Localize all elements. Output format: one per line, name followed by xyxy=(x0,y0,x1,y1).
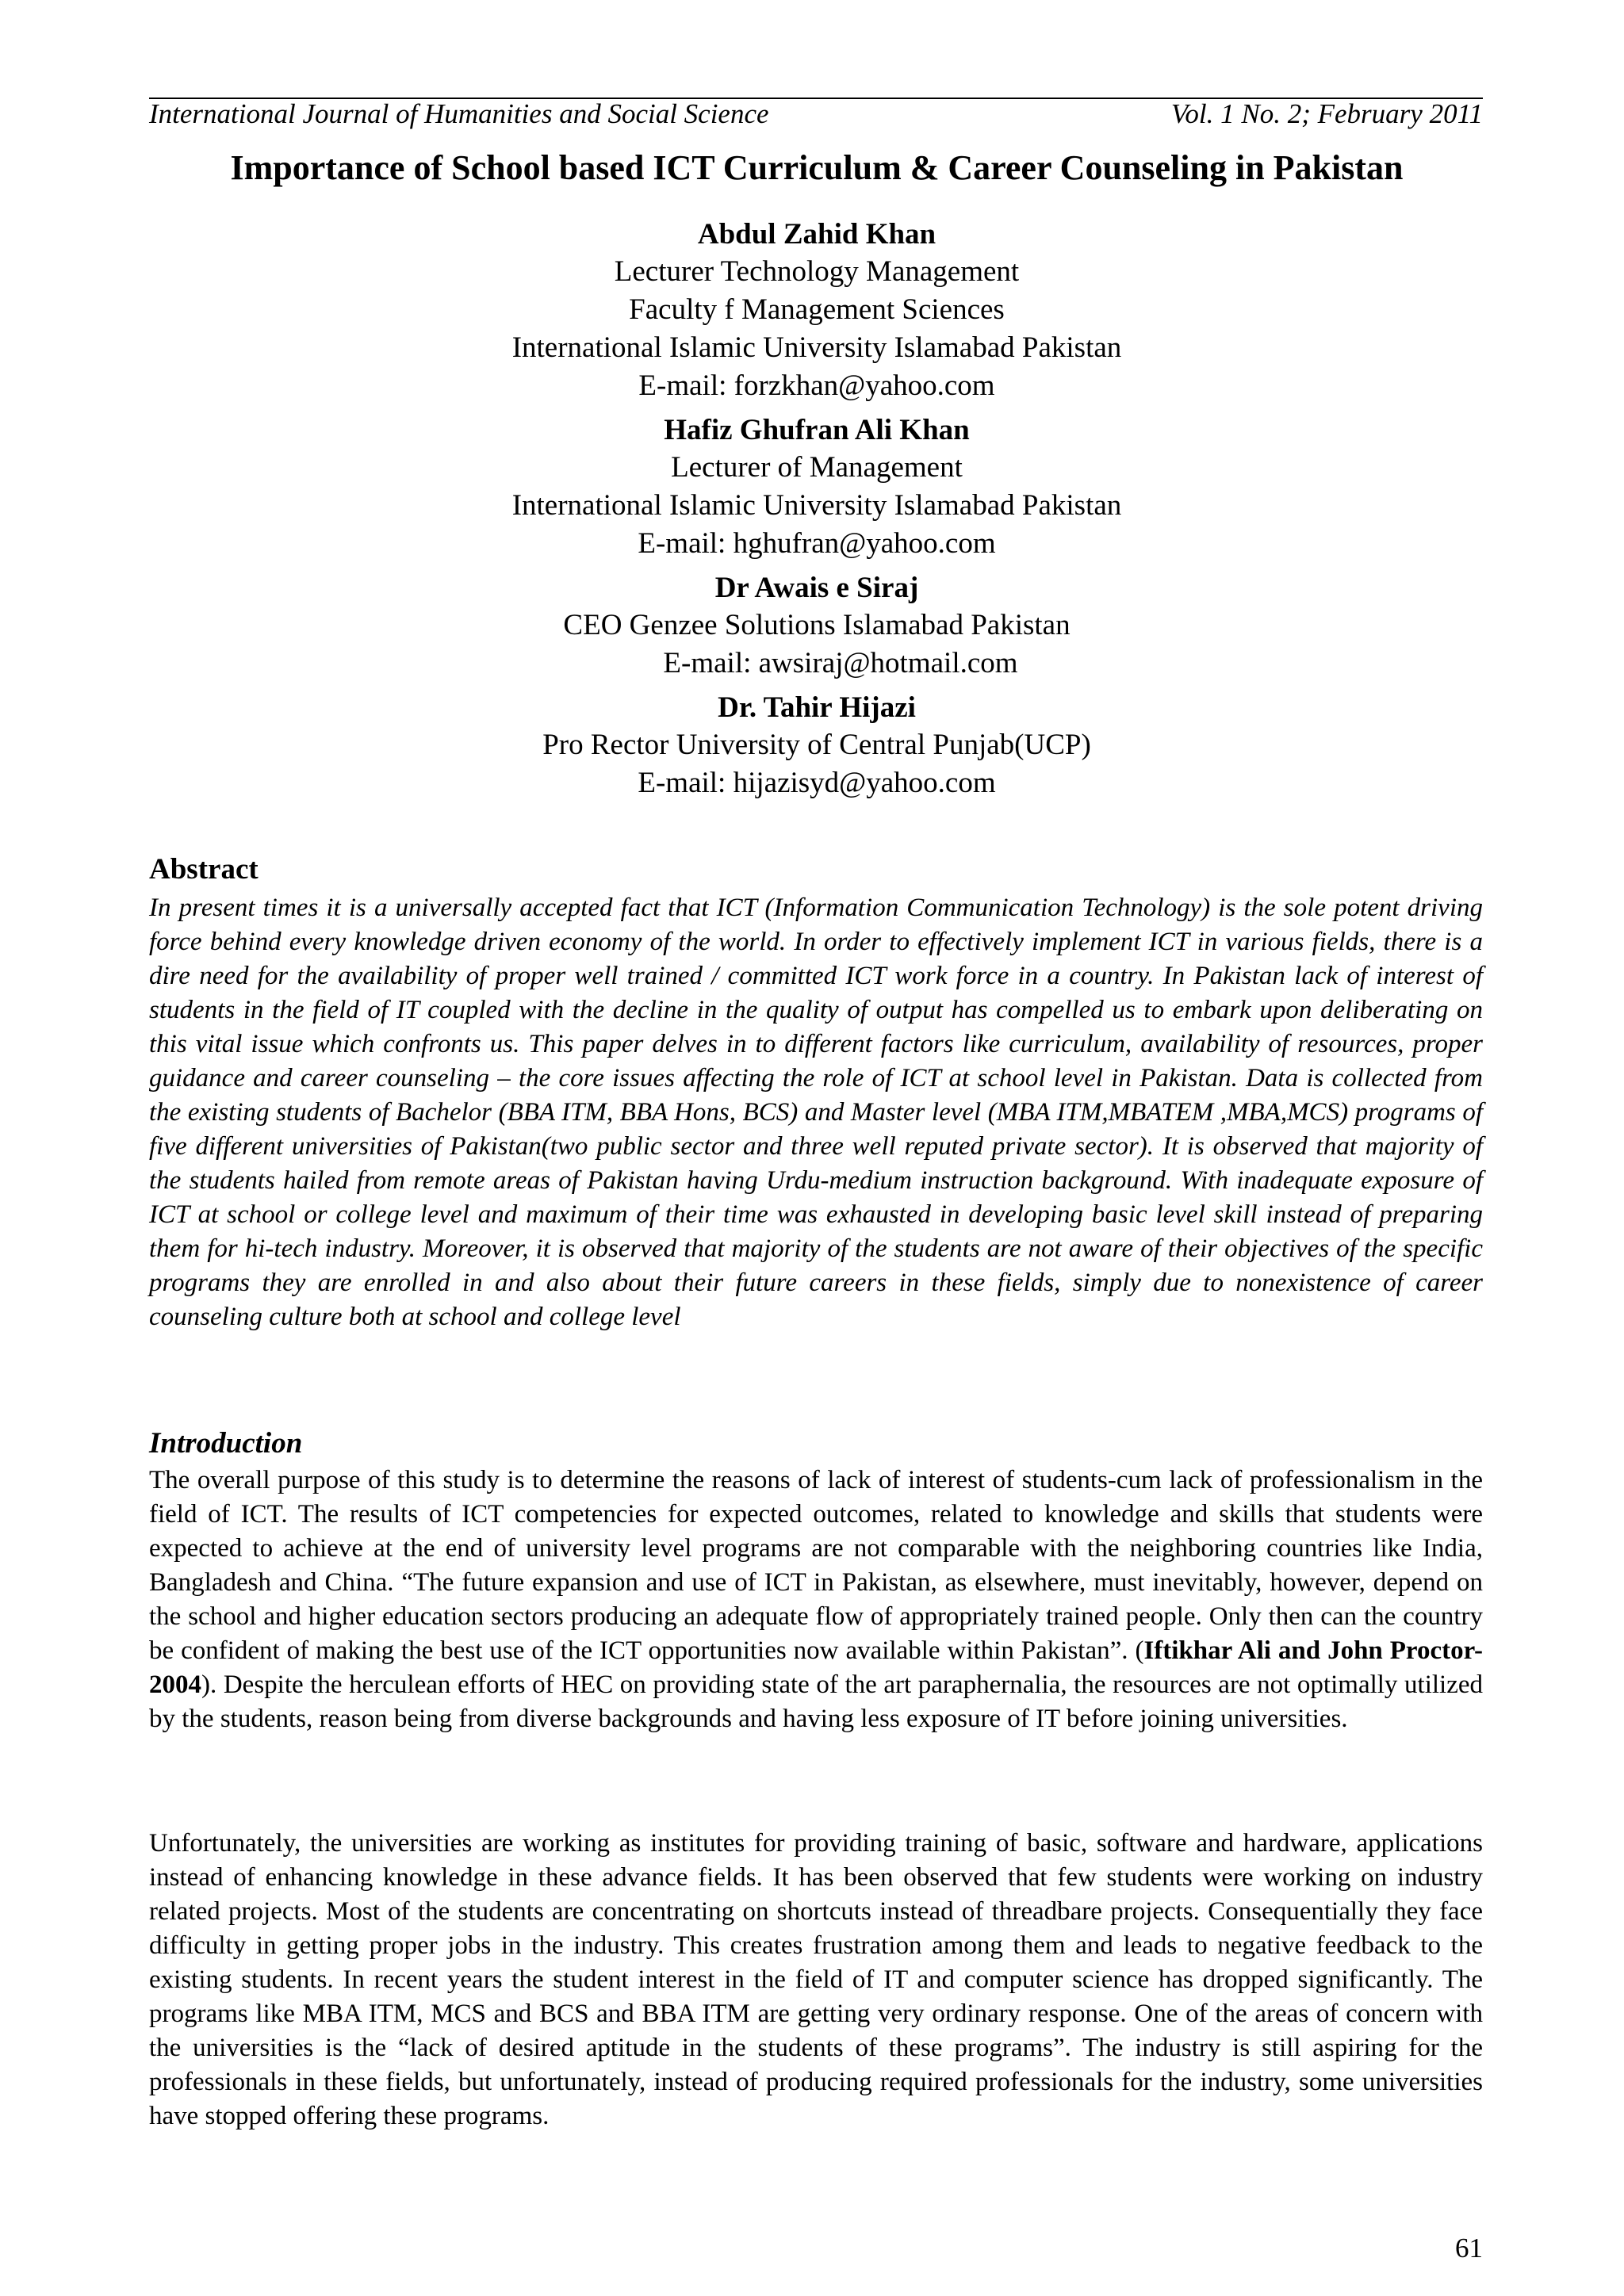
paragraph-text: The overall purpose of this study is to determine the reasons of lack of interest of students-cum lack of professionalism in the field of ICT. The results of ICT competencies for expected outcomes, related to knowledge and skills that students were expected to achieve at the end of university level programs are not comparable with the neighboring countries like India, Bangladesh and China. “The future expansion and use of ICT in Pakistan, as elsewhere, must inevitably, however, depend on the school and higher education sectors producing an adequate flow of appropriately trained people. Only then can the country be confident of making the best use of the ICT opportunities now available within Pakistan”. ( xyxy=(149,1466,1483,1665)
abstract-text: In present times it is a universally accepted fact that ICT (Information Communication Technology) is the sole potent driving force behind every knowledge driven economy of the world. In order to effectively implement ICT in various fields, there is a dire need for the availability of proper well trained / committed ICT work force in a country. In Pakistan lack of interest of students in the field of IT coupled with the decline in the quality of output has compelled us to embark upon deliberating on this vital issue which confronts us. This paper delves in to different factors like curriculum, availability of resources, proper guidance and career counseling – the core issues affecting the role of ICT at school level in Pakistan. Data is collected from the existing students of Bachelor (BBA ITM, BBA Hons, BCS) and Master level (MBA ITM,MBATEM ,MBA,MCS) programs of five different universities of Pakistan(two public sector and three well reputed private sector). It is observed that majority of the students hailed from remote areas of Pakistan having Urdu-medium instruction background. With inadequate exposure of ICT at school or college level and maximum of their time was exhausted in developing basic level skill instead of preparing them for hi-tech industry. Moreover, it is observed that majority of the students are not aware of their objectives of the specific programs they are enrolled in and also about their future careers in these fields, simply due to nonexistence of career counseling culture both at school and college level xyxy=(149,894,1483,1331)
introduction-heading: Introduction xyxy=(149,1427,303,1460)
author-name: Dr Awais e Siraj xyxy=(714,572,919,604)
author-block xyxy=(238,689,1396,802)
paragraph-text: ). Despite the herculean efforts of HEC on providing state of the art paraphernalia, the resources are not optimally utilized by the students, reason being from diverse backgrounds and having less exposure of IT before joining universities. xyxy=(149,1670,1483,1733)
author-affiliation: Lecturer of Management xyxy=(671,451,963,484)
author-list xyxy=(238,216,1396,809)
paper-title: Importance of School based ICT Curriculum & Career Counseling in Pakistan xyxy=(230,148,1404,187)
author-block xyxy=(238,411,1396,563)
author-name: Hafiz Ghufran Ali Khan xyxy=(664,414,970,446)
author-affiliation: International Islamic University Islamabad Pakistan xyxy=(511,331,1122,364)
abstract-heading: Abstract xyxy=(149,853,259,886)
author-block xyxy=(238,216,1396,405)
author-affiliation: Pro Rector University of Central Punjab(UCP) xyxy=(542,729,1091,761)
running-header xyxy=(149,97,1483,129)
author-affiliation: CEO Genzee Solutions Islamabad Pakistan xyxy=(563,609,1071,641)
introduction-paragraph: Unfortunately, the universities are working as institutes for providing training of basic, software and hardware, applications instead of enhancing knowledge in these advance fields. It has been observed that few students were working on industry related projects. Most of the students are concentrating on shortcuts instead of threadbare projects. Consequentially they face difficulty in getting proper jobs in the industry. This creates frustration among them and leads to negative feedback to the existing students. In recent years the student interest in the field of IT and computer science has dropped significantly. The programs like MBA ITM, MCS and BCS and BBA ITM are getting very ordinary response. One of the areas of concern with the universities is the “lack of desired aptitude in the students of these programs”. The industry is still aspiring for the professionals in these fields, but unfortunately, instead of producing required professionals for the industry, some universities have stopped offering these programs. xyxy=(149,1829,1483,2130)
introduction-paragraph xyxy=(149,1464,1483,1736)
author-email: E-mail: hijazisyd@yahoo.com xyxy=(638,767,996,799)
author-email: E-mail: hghufran@yahoo.com xyxy=(638,527,996,560)
page-number: 61 xyxy=(1455,2233,1483,2263)
author-name: Dr. Tahir Hijazi xyxy=(718,691,916,724)
citation: Iftikhar Ali and John Proctor- 2004 xyxy=(149,1636,1483,1699)
journal-name: International Journal of Humanities and Social Science xyxy=(149,98,769,129)
author-email: E-mail: forzkhan@yahoo.com xyxy=(638,369,995,402)
author-affiliation: Faculty f Management Sciences xyxy=(629,293,1005,326)
author-block xyxy=(238,569,1396,683)
author-name: Abdul Zahid Khan xyxy=(697,218,936,251)
author-affiliation: Lecturer Technology Management xyxy=(614,255,1020,288)
author-email: E-mail: awsiraj@hotmail.com xyxy=(663,647,1018,679)
issue-info: Vol. 1 No. 2; February 2011 xyxy=(1170,98,1483,129)
author-affiliation: International Islamic University Islamabad Pakistan xyxy=(511,489,1122,522)
